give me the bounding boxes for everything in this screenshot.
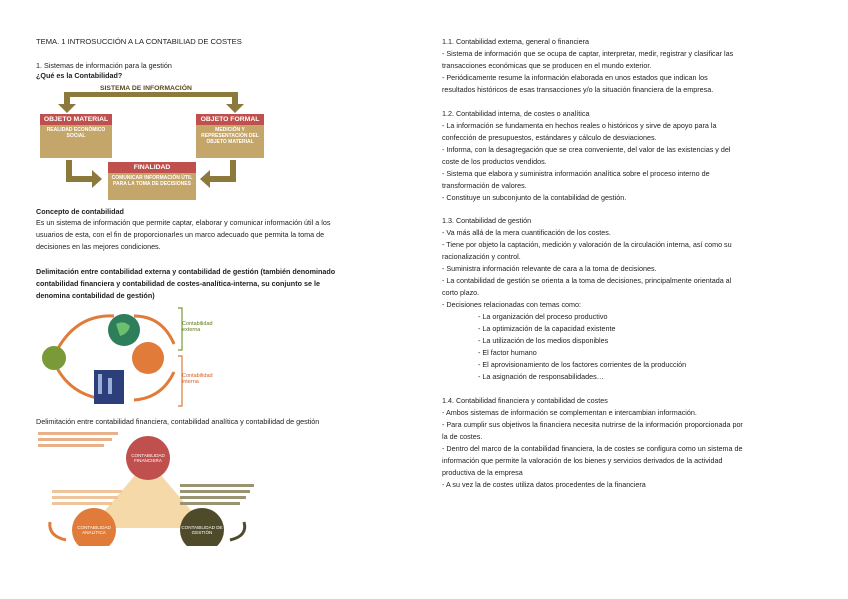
section-1-1-line: resultados históricos de esas transacciones y/o la situación financiera de la empresa. <box>442 85 714 94</box>
concept-line-1: Es un sistema de información que permite captar, elaborar y comunicar información útil a los <box>36 218 331 227</box>
concept-line-2: usuarios de esta, con el fin de proporcionarles un marco adecuado que permita la toma de <box>36 230 325 239</box>
decision-topic: - La utilización de los medios disponibles <box>478 336 609 345</box>
delimitation-1-line-2: contabilidad financiera y contabilidad de costes-analítica-interna, su conjunto se le <box>36 279 320 288</box>
concept-line-3: decisiones en las mejores condiciones. <box>36 242 161 251</box>
section-1-3-line: racionalización y control. <box>442 252 521 261</box>
section-1-4-line: - Dentro del marco de la contabilidad financiera, la de costes se configura como un sistema de <box>442 444 743 453</box>
section-1-2-line: - Informa, con la desagregación que se crea conveniente, del valor de las existencias y del <box>442 145 731 154</box>
cycle-graphic <box>36 302 226 410</box>
decision-topic: - El aprovisionamiento de los factores corrientes de la producción <box>478 360 687 369</box>
system-label: SISTEMA DE INFORMACIÓN <box>100 85 192 92</box>
delimitation-1-line-3: denomina contabilidad de gestión) <box>36 291 155 300</box>
section-1-3-line: - Va más allá de la mera cuantificación de los costes. <box>442 228 611 237</box>
section-1-2-line: - La información se fundamenta en hechos reales o históricos y sirve de apoyo para la <box>442 121 717 130</box>
section-1-heading: 1. Sistemas de información para la gestión <box>36 61 172 70</box>
section-1-2-line: - Sistema que elabora y suministra información analítica sobre el proceso interno de <box>442 169 710 178</box>
purpose-heading: FINALIDAD <box>108 162 196 173</box>
entity-circle-left <box>42 346 66 370</box>
analytic-node-label: CONTABILIDAD ANALÍTICA <box>77 525 111 535</box>
section-1-4-title: 1.4. Contabilidad financiera y contabilidad de costes <box>442 396 608 405</box>
section-1-question: ¿Qué es la Contabilidad? <box>36 71 123 80</box>
section-1-2-line: coste de los productos vendidos. <box>442 157 547 166</box>
section-1-2-title: 1.2. Contabilidad interna, de costes o analítica <box>442 109 590 118</box>
material-object-heading: OBJETO MATERIAL <box>40 114 112 125</box>
material-object-text: REALIDAD ECONÓMICO SOCIAL <box>46 127 106 139</box>
formal-object-box <box>196 114 264 158</box>
right-column <box>424 0 848 599</box>
section-1-3-line: corto plazo. <box>442 288 480 297</box>
section-1-4-line: - Para cumplir sus objetivos la financiera necesita nutrirse de la información proporcionada por <box>442 420 743 429</box>
section-1-4-line: productiva de la empresa <box>442 468 523 477</box>
section-1-2-line: transformación de valores. <box>442 181 527 190</box>
delimitation-2-heading: Delimitación entre contabilidad financiera, contabilidad analítica y contabilidad de gestión <box>36 417 320 426</box>
external-accounting-label: Contabilidad externa <box>182 321 213 333</box>
section-1-3-line: - Suministra información relevante de cara a la toma de decisiones. <box>442 264 657 273</box>
decision-topic: - La asignación de responsabilidades… <box>478 372 604 381</box>
financial-node-label: CONTABILIDAD FINANCIERA <box>131 453 165 463</box>
internal-accounting-label: Contabilidad interna <box>182 373 213 385</box>
section-1-1-title: 1.1. Contabilidad externa, general o financiera <box>442 37 590 46</box>
decision-topic: - La organización del proceso productivo <box>478 312 608 321</box>
section-1-4-line: - Ambos sistemas de información se complementan e intercambian información. <box>442 408 697 417</box>
section-1-2-line: confección de presupuestos, estándares y cálculo de desviaciones. <box>442 133 657 142</box>
material-object-box <box>40 114 112 158</box>
document-title: TEMA. 1 INTROSUCCIÓN A LA CONTABILIAD DE COSTES <box>36 37 242 46</box>
purpose-text: COMUNICAR INFORMACIÓN ÚTIL PARA LA TOMA DE DECISIONES <box>111 175 193 187</box>
section-1-3-line: - Tiene por objeto la captación, medición y valoración de la circulación interna, así como su <box>442 240 732 249</box>
section-1-1-line: transacciones económicas que se producen en el mundo exterior. <box>442 61 652 70</box>
formal-object-heading: OBJETO FORMAL <box>196 114 264 125</box>
entity-circle-right <box>132 342 164 374</box>
section-1-4-line: información que permite la valoración de los bienes y servicios derivados de la actividad <box>442 456 723 465</box>
concept-heading: Concepto de contabilidad <box>36 207 124 216</box>
formal-object-text: MEDICIÓN Y REPRESENTACIÓN DEL OBJETO MATERIAL <box>201 127 259 145</box>
section-1-3-line: - La contabilidad de gestión se orienta a la toma de decisiones, principalmente orientada al <box>442 276 732 285</box>
decision-topic: - El factor humano <box>478 348 537 357</box>
delimitation-1-line-1: Delimitación entre contabilidad externa y contabilidad de gestión (también denominado <box>36 267 336 276</box>
section-1-4-line: - A su vez la de costes utiliza datos procedentes de la financiera <box>442 480 646 489</box>
information-system-diagram <box>36 80 266 204</box>
section-1-3-title: 1.3. Contabilidad de gestión <box>442 216 532 225</box>
section-1-2-line: - Constituye un subconjunto de la contabilidad de gestión. <box>442 193 627 202</box>
section-1-3-line: - Decisiones relacionadas con temas como: <box>442 300 582 309</box>
management-node-label: CONTABILIDAD DE GESTIÓN <box>181 525 223 535</box>
section-1-1-line: - Periódicamente resume la información elaborada en unos estados que indican los <box>442 73 708 82</box>
accounting-cycle-diagram <box>36 302 226 410</box>
accounting-triangle-diagram <box>36 428 260 546</box>
section-1-4-line: la de costes. <box>442 432 483 441</box>
decision-topic: - La optimización de la capacidad existente <box>478 324 616 333</box>
triangle-graphic <box>36 428 260 546</box>
section-1-1-line: - Sistema de información que se ocupa de captar, interpretar, medir, registrar y clasificar las <box>442 49 734 58</box>
purpose-box <box>108 162 196 200</box>
